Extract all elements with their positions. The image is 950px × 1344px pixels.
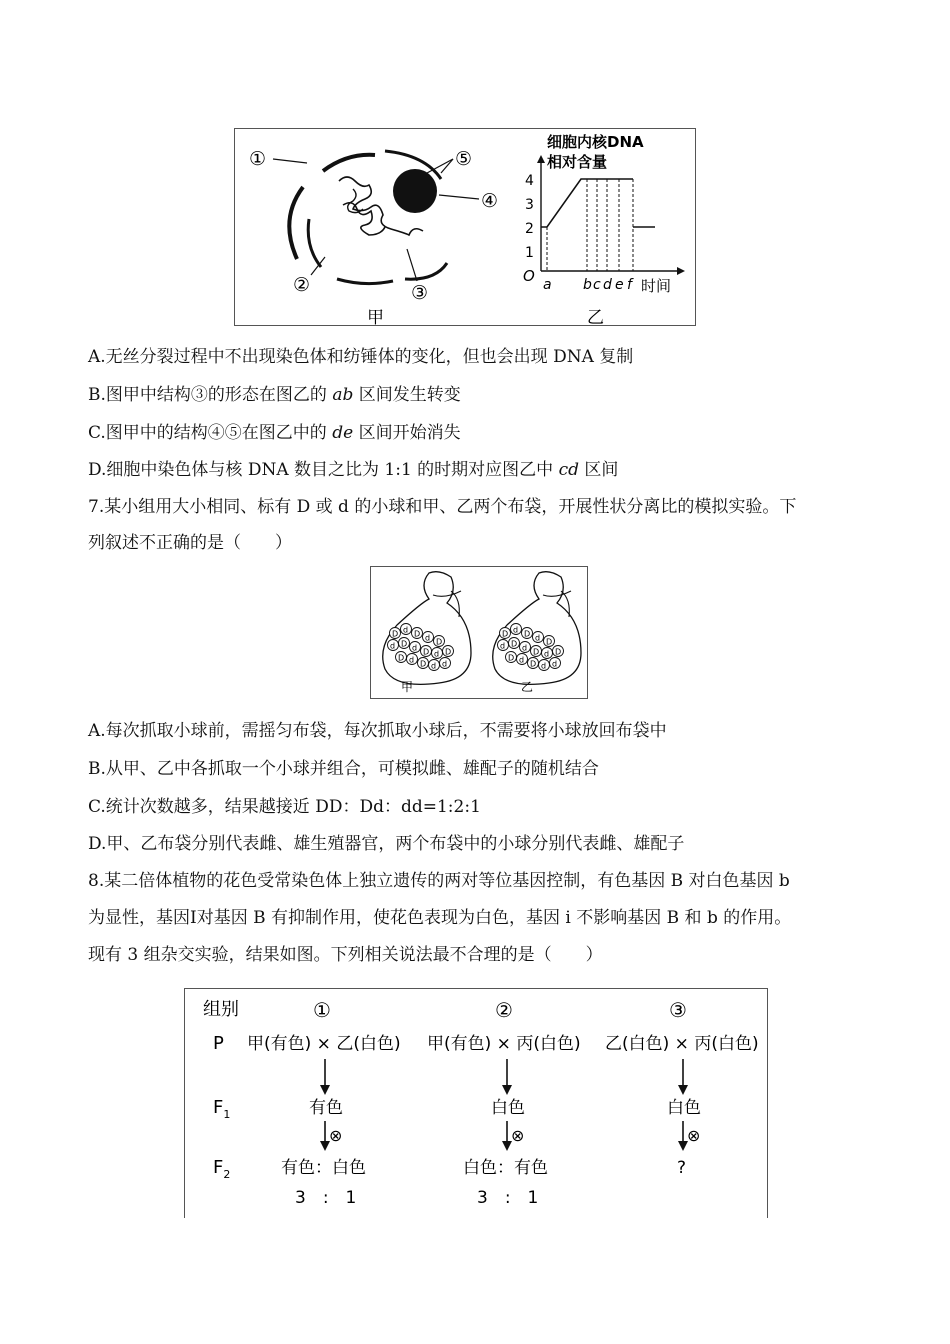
- bag-right-label: 乙: [521, 680, 534, 694]
- bag-right-ball-label: d: [544, 649, 550, 659]
- group1-f1: 有色: [309, 1098, 343, 1118]
- q7-option-b: B.从甲、乙中各抓取一个小球并组合，可模拟雌、雄配子的随机结合: [88, 759, 599, 779]
- q6-option-d-text1: D.细胞中染色体与核 DNA 数目之比为 1:1 的时期对应图乙中: [88, 460, 559, 480]
- ytick-3: 3: [525, 197, 534, 213]
- q6-option-a: A.无丝分裂过程中不出现染色体和纺锤体的变化，但也会出现 DNA 复制: [88, 347, 634, 367]
- xtick-f: f: [627, 277, 632, 293]
- bag-left-ball-label: d: [425, 633, 431, 643]
- q6-option-b-text1: B.图甲中结构③的形态在图乙的: [88, 385, 333, 405]
- q6-option-c: [88, 422, 461, 444]
- bag-left-ball-label: d: [434, 649, 440, 659]
- label-3: ③: [411, 282, 429, 304]
- bag-left-ball-label: d: [403, 625, 409, 635]
- y-axis-arrow: [537, 155, 545, 163]
- group3-parents: 乙(白色) × 丙(白色): [605, 1034, 759, 1054]
- leader-4: [439, 195, 479, 199]
- figure-cell-dna: [234, 128, 696, 326]
- xtick-a: a: [543, 277, 552, 293]
- xtick-e: e: [615, 277, 624, 293]
- q6-option-c-text2: 区间开始消失: [353, 423, 461, 443]
- graph-ylabel-line2: 相对含量: [547, 153, 608, 171]
- q6-option-c-text1: C.图甲中的结构④⑤在图乙中的: [88, 423, 333, 443]
- leader-5b: [441, 159, 453, 173]
- ytick-4: 4: [525, 173, 534, 189]
- q8-stem-line1: 8.某二倍体植物的花色受常染色体上独立遗传的两对等位基因控制，有色基因 B 对白色基因 b: [88, 871, 790, 891]
- group3-number: ③: [669, 998, 687, 1022]
- q6-option-d-interval: cd: [558, 460, 579, 480]
- nucleolus: [393, 169, 437, 213]
- bag-right-ball-label: d: [519, 655, 525, 665]
- bag-right-ball-label: D: [511, 639, 518, 649]
- label-5: ⑤: [455, 148, 473, 170]
- f1-label-letter: F: [213, 1097, 224, 1118]
- q6-option-b: [88, 384, 461, 406]
- bag-right-ball-label: D: [546, 637, 553, 647]
- bag-right-ball-label: d: [522, 643, 528, 653]
- bag-left-label: 甲: [401, 680, 414, 694]
- f1-label: [213, 1097, 230, 1121]
- group3-f1: 白色: [667, 1098, 701, 1118]
- bag-right-ball-label: D: [508, 653, 515, 663]
- q7-stem-line1: 7.某小组用大小相同、标有 D 或 d 的小球和甲、乙两个布袋，开展性状分离比的模拟实验。下: [88, 497, 797, 517]
- bag-right-ball-label: d: [500, 641, 506, 651]
- group2-arrowhead-p-f1: [502, 1085, 512, 1095]
- bag-left-ball-label: d: [390, 641, 396, 651]
- bag-left-ball-label: d: [409, 655, 415, 665]
- bag-right-ball-label: D: [524, 629, 531, 639]
- label-2: ②: [293, 274, 311, 296]
- bag-left-ball-label: D: [414, 629, 421, 639]
- bag-left-ball-label: D: [398, 653, 405, 663]
- q6-option-d-text2: 区间: [579, 460, 619, 480]
- group3-arrowhead-p-f1: [678, 1085, 688, 1095]
- group3-selfing-icon: ⊗: [687, 1126, 701, 1145]
- group-header: 组别: [203, 999, 239, 1020]
- bag-right-ball-label: d: [513, 625, 519, 635]
- bag-right-ball-label: d: [552, 659, 558, 669]
- membrane-fragment-3: [308, 219, 321, 267]
- figure-cross-table: [184, 988, 768, 1218]
- group1-ratio: 3 : 1: [295, 1188, 357, 1208]
- bag-left-ball-label: D: [423, 647, 430, 657]
- graph-ylabel-line1: 细胞内核DNA: [547, 133, 644, 151]
- bag-left-ball-label: d: [412, 643, 418, 653]
- group2-parents: 甲(有色) × 丙(白色): [427, 1034, 581, 1054]
- ytick-2: 2: [525, 221, 534, 237]
- group2-number: ②: [495, 998, 513, 1022]
- bag-left-ball-label: D: [420, 659, 427, 669]
- xtick-b: b: [583, 277, 592, 293]
- bag-left-ball-label: D: [436, 637, 443, 647]
- leader-2: [311, 257, 325, 275]
- p-label: P: [213, 1033, 224, 1054]
- xtick-d: d: [603, 277, 612, 293]
- group2-f2: 白色：有色: [463, 1158, 548, 1178]
- bag-left-ball-label: D: [392, 629, 399, 639]
- x-axis-arrow: [677, 267, 685, 275]
- q6-option-d: [88, 459, 618, 481]
- label-1: ①: [249, 148, 267, 170]
- ytick-1: 1: [525, 245, 534, 261]
- q6-option-b-text2: 区间发生转变: [353, 385, 461, 405]
- bag-left-ball-label: d: [442, 659, 448, 669]
- caption-yi: 乙: [587, 308, 604, 325]
- membrane-fragment-1: [289, 187, 303, 259]
- leader-1: [273, 159, 307, 163]
- bag-right-ball-label: D: [533, 647, 540, 657]
- bag-right-ball-label: D: [502, 629, 509, 639]
- bag-right-ball-label: d: [541, 661, 547, 671]
- group2-selfing-icon: ⊗: [511, 1126, 525, 1145]
- bag-left-ball-label: D: [401, 639, 408, 649]
- membrane-fragment-2: [323, 155, 375, 171]
- f1-label-sub: 1: [223, 1108, 231, 1121]
- leader-3: [407, 249, 417, 281]
- f2-label: [213, 1157, 230, 1181]
- figure-bags-svg: [371, 567, 587, 698]
- label-4: ④: [481, 190, 499, 212]
- q6-option-b-interval: ab: [332, 385, 354, 405]
- group2-ratio: 3 : 1: [477, 1188, 539, 1208]
- q7-option-d: D.甲、乙布袋分别代表雌、雄生殖器官，两个布袋中的小球分别代表雌、雄配子: [88, 834, 685, 854]
- group1-f2: 有色：白色: [281, 1158, 366, 1178]
- q6-option-c-interval: de: [332, 423, 354, 443]
- bag-right-tie: [543, 591, 571, 596]
- q8-stem-line2: 为显性，基因Ⅰ对基因 B 有抑制作用，使花色表现为白色，基因 i 不影响基因 B 和 b 的作用。: [88, 908, 792, 928]
- q8-stem-line3: 现有 3 组杂交实验，结果如图。下列相关说法最不合理的是（ ）: [88, 945, 603, 965]
- group1-parents: 甲(有色) × 乙(白色): [247, 1034, 401, 1054]
- group1-selfing-icon: ⊗: [329, 1126, 343, 1145]
- graph-xlabel: 时间: [641, 277, 672, 295]
- bag-left-ball-label: d: [431, 661, 437, 671]
- xtick-c: c: [593, 277, 601, 293]
- q7-option-c: C.统计次数越多，结果越接近 DD：Dd：dd=1:2:1: [88, 797, 481, 817]
- group1-arrowhead-p-f1: [320, 1085, 330, 1095]
- balls-left: [388, 624, 454, 671]
- group1-number: ①: [313, 998, 331, 1022]
- bag-left-ball-label: D: [445, 647, 452, 657]
- origin-label: O: [523, 267, 535, 285]
- figure-bags: [370, 566, 588, 699]
- group2-f1: 白色: [491, 1098, 525, 1118]
- membrane-fragment-5: [405, 263, 447, 279]
- q7-stem-line2: 列叙述不正确的是（ ）: [88, 533, 292, 553]
- caption-jia: 甲: [367, 308, 384, 325]
- f2-label-sub: 2: [223, 1168, 231, 1181]
- group3-f2: ?: [677, 1158, 687, 1178]
- bag-right-ball-label: D: [555, 647, 562, 657]
- membrane-fragment-4: [337, 279, 393, 284]
- balls-right: [498, 624, 564, 671]
- q7-option-a: A.每次抓取小球前，需摇匀布袋，每次抓取小球后，不需要将小球放回布袋中: [88, 721, 667, 741]
- bag-left-tie: [433, 591, 461, 596]
- bag-right-ball-label: d: [535, 633, 541, 643]
- f2-label-letter: F: [213, 1157, 224, 1178]
- bag-right-ball-label: D: [530, 659, 537, 669]
- figure-cross-table-svg: [185, 989, 767, 1218]
- figure-cell-dna-svg: [235, 129, 695, 325]
